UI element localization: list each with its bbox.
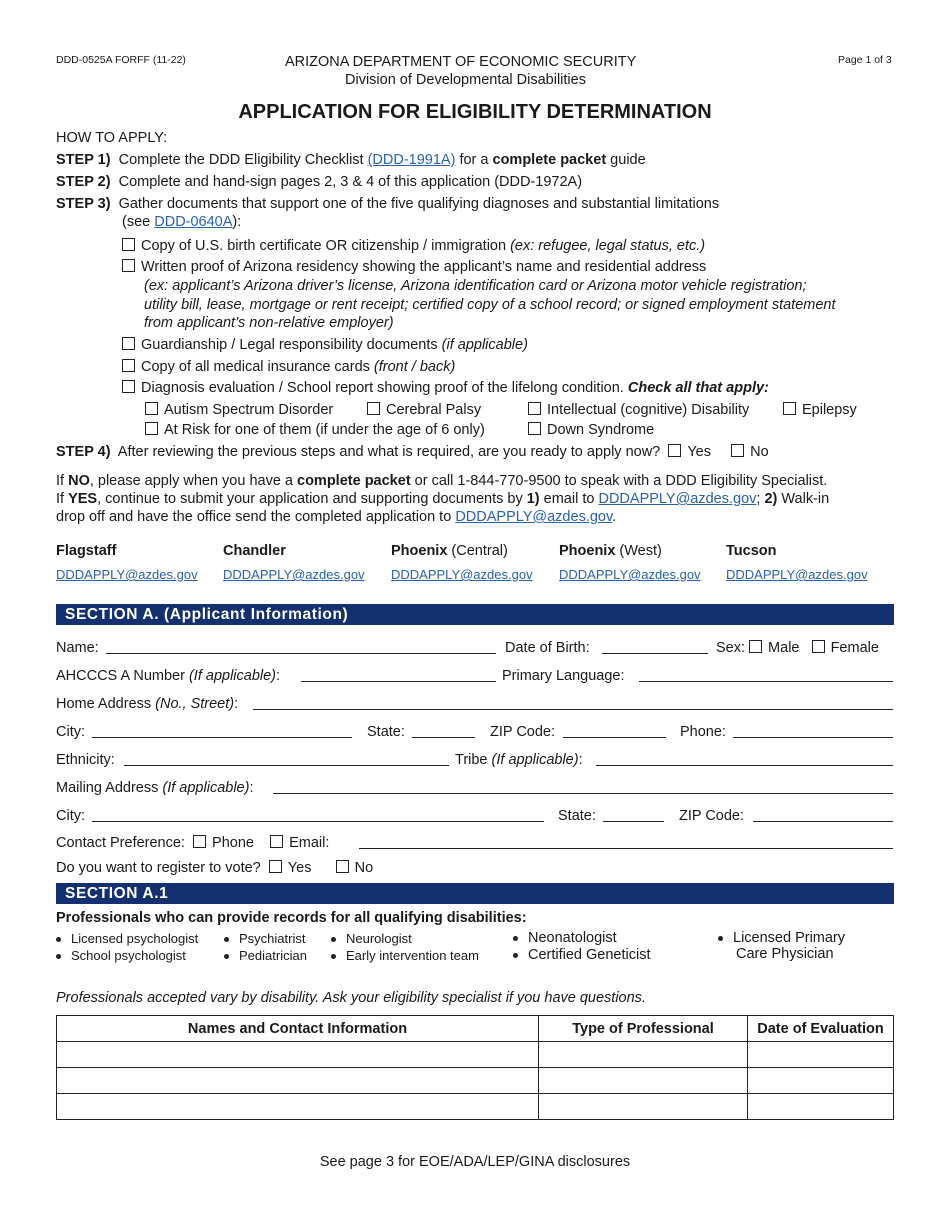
home-address-field[interactable] <box>253 709 893 710</box>
doc-insurance-hint: (front / back) <box>373 359 456 375</box>
dddapply-email-link[interactable]: DDDAPPLY@azdes.gov <box>598 491 757 507</box>
vote-yes-label: Yes <box>287 860 312 876</box>
step-1 <box>56 151 646 169</box>
mailing-address-colon: : <box>249 780 254 796</box>
ethnicity-label: Ethnicity: <box>56 752 115 768</box>
state-label: State: <box>367 724 405 740</box>
if-no-bold: NO <box>68 473 90 489</box>
doc-residency-hint-3-text: from applicant’s non-relative employer) <box>144 315 394 331</box>
professionals-note: Professionals accepted vary by disability. Ask your eligibility specialist if you have questions. <box>56 990 646 1006</box>
prof-certified-geneticist: Certified Geneticist <box>528 947 651 963</box>
doc-residency-hint-2 <box>144 296 836 314</box>
doc-insurance <box>122 358 455 376</box>
tribe-colon: : <box>578 752 583 768</box>
prof-psychiatrist: Psychiatrist <box>239 931 306 946</box>
bullet-icon <box>331 954 336 959</box>
dx-autism <box>145 401 333 419</box>
dx-autism-checkbox[interactable] <box>145 402 158 415</box>
step-3-label: STEP 3) <box>56 196 111 212</box>
office-tucson-name: Tucson <box>726 543 777 559</box>
ddd-0640a-link[interactable]: DDD-0640A <box>154 214 233 230</box>
prof-pediatrician: Pediatrician <box>239 948 307 963</box>
dx-down-syndrome-checkbox[interactable] <box>528 422 541 435</box>
dx-cerebral-palsy <box>367 401 481 419</box>
doc-diagnosis <box>122 379 769 397</box>
office-phoenix-central <box>391 542 508 560</box>
language-label: Primary Language: <box>502 668 625 684</box>
table-cell[interactable] <box>748 1068 894 1094</box>
if-yes-bold: YES <box>68 491 98 507</box>
ahcccs-colon: : <box>276 668 281 684</box>
list-item <box>224 930 307 947</box>
step-3-see-text: (see <box>122 214 155 230</box>
table-cell[interactable] <box>539 1094 748 1120</box>
vote-no-label: No <box>354 860 374 876</box>
prof-school-psychologist: School psychologist <box>71 948 186 963</box>
ahcccs-field[interactable] <box>301 681 496 682</box>
home-address-hint: (No., Street) <box>155 696 235 712</box>
dx-cerebral-palsy-label: Cerebral Palsy <box>386 402 482 418</box>
prof-col-2 <box>224 930 307 964</box>
zip-label: ZIP Code: <box>490 724 556 740</box>
language-field[interactable] <box>639 681 893 682</box>
office-phoenix-central-name: Phoenix <box>391 543 448 559</box>
if-yes-text-2 <box>56 508 616 526</box>
if-yes-a: If <box>56 491 69 507</box>
ahcccs-label-text: AHCCCS A Number <box>56 668 189 684</box>
col-type-professional: Type of Professional <box>539 1016 748 1042</box>
if-no-e: or call 1-844-770-9500 to speak with a DDD Eligibility Specialist. <box>410 473 828 489</box>
dob-field[interactable] <box>602 653 708 654</box>
table-cell[interactable] <box>748 1094 894 1120</box>
mailing-state-field[interactable] <box>603 821 664 822</box>
vote-question <box>56 859 373 877</box>
doc-residency-hint-3 <box>144 314 394 332</box>
name-field[interactable] <box>106 653 496 654</box>
list-item-cont: Care Physician <box>736 946 834 962</box>
division-name: Division of Developmental Disabilities <box>345 72 586 88</box>
tribe-field[interactable] <box>596 765 893 766</box>
bullet-icon <box>513 953 518 958</box>
vote-label: Do you want to register to vote? <box>56 860 261 876</box>
list-item <box>718 930 845 946</box>
doc-diagnosis-label: Diagnosis evaluation / School report showing proof of the lifelong condition. <box>141 380 628 396</box>
table-cell[interactable] <box>539 1042 748 1068</box>
list-item <box>224 947 307 964</box>
doc-birth-certificate-checkbox[interactable] <box>122 238 135 251</box>
doc-residency-hint-2-text: utility bill, lease, mortgage or rent receipt; certified copy of a school record; or signed employment statement <box>144 297 836 313</box>
tribe-hint: (If applicable) <box>491 752 579 768</box>
city-label: City: <box>56 724 85 740</box>
table-row <box>57 1068 894 1094</box>
bullet-icon <box>718 936 723 941</box>
dx-intellectual <box>528 401 749 419</box>
doc-residency-checkbox[interactable] <box>122 259 135 272</box>
office-phoenix-central-email[interactable]: DDDAPPLY@azdes.gov <box>391 567 533 582</box>
vote-no-checkbox[interactable] <box>336 860 349 873</box>
step-2-text: Complete and hand-sign pages 2, 3 & 4 of this application (DDD-1972A) <box>118 174 583 190</box>
home-address-colon: : <box>234 696 239 712</box>
mailing-state-label: State: <box>558 808 596 824</box>
dx-epilepsy-label: Epilepsy <box>802 402 857 418</box>
doc-diagnosis-instruction: Check all that apply: <box>627 380 769 396</box>
prof-col-3 <box>331 930 479 964</box>
office-tucson <box>726 542 776 560</box>
phone-field[interactable] <box>733 737 893 738</box>
city-field[interactable] <box>92 737 352 738</box>
sex-female-checkbox[interactable] <box>812 640 825 653</box>
mailing-zip-label: ZIP Code: <box>679 808 745 824</box>
bullet-icon <box>224 937 229 942</box>
ahcccs-hint: (If applicable) <box>188 668 277 684</box>
list-item <box>56 947 198 964</box>
prof-neonatologist: Neonatologist <box>528 930 617 946</box>
bullet-icon <box>56 937 61 942</box>
dx-at-risk-label: At Risk for one of them (if under the age of 6 only) <box>164 422 485 438</box>
mailing-city-field[interactable] <box>92 821 544 822</box>
home-address-label <box>56 695 238 713</box>
mailing-city-label: City: <box>56 808 85 824</box>
if-yes-text <box>56 490 829 508</box>
dx-down-syndrome <box>528 421 654 439</box>
form-id: DDD-0525A FORFF (11-22) <box>56 54 186 66</box>
sex-label: Sex: <box>716 640 746 656</box>
ready-yes-checkbox[interactable] <box>668 444 681 457</box>
ready-no-label: No <box>750 444 769 460</box>
footer-disclosure: See page 3 for EOE/ADA/LEP/GINA disclosures <box>319 1154 631 1170</box>
step-1-label: STEP 1) <box>56 152 111 168</box>
bullet-icon <box>224 954 229 959</box>
if-no-packet: complete packet <box>297 473 411 489</box>
office-phoenix-west-name: Phoenix <box>559 543 616 559</box>
dx-at-risk-checkbox[interactable] <box>145 422 158 435</box>
ready-no-checkbox[interactable] <box>731 444 744 457</box>
step-3 <box>56 195 719 213</box>
phone-label: Phone: <box>680 724 726 740</box>
if-yes-h: Walk-in <box>777 491 830 507</box>
ddd-1991a-link[interactable]: (DDD-1991A) <box>367 152 456 168</box>
if-yes-2: 2) <box>764 491 778 507</box>
section-a-header: SECTION A. (Applicant Information) <box>56 604 894 625</box>
zip-field[interactable] <box>563 737 666 738</box>
step-2-label: STEP 2) <box>56 174 111 190</box>
vote-yes-checkbox[interactable] <box>269 860 282 873</box>
doc-guardianship-hint: (if applicable) <box>441 337 528 353</box>
doc-residency-label: Written proof of Arizona residency showing the applicant’s name and residential address <box>141 259 707 275</box>
step-1-bold: complete packet <box>492 152 607 168</box>
mailing-address-hint: (If applicable) <box>162 780 250 796</box>
dob-label: Date of Birth: <box>505 640 590 656</box>
doc-guardianship-checkbox[interactable] <box>122 337 135 350</box>
if-yes-j: . <box>612 509 617 525</box>
step-1-text: Complete the DDD Eligibility Checklist <box>118 152 368 168</box>
prof-col-4 <box>513 930 651 964</box>
contact-email-label: Email: <box>289 835 330 851</box>
dddapply-email-link-2[interactable]: DDDAPPLY@azdes.gov <box>455 509 613 525</box>
if-yes-1: 1) <box>526 491 540 507</box>
contact-preference-label: Contact Preference: <box>56 835 185 851</box>
ahcccs-label <box>56 667 280 685</box>
agency-name: ARIZONA DEPARTMENT OF ECONOMIC SECURITY <box>285 54 637 70</box>
dx-intellectual-label: Intellectual (cognitive) Disability <box>547 402 750 418</box>
state-field[interactable] <box>412 737 475 738</box>
name-label: Name: <box>56 640 99 656</box>
doc-birth-certificate-hint: (ex: refugee, legal status, etc.) <box>510 238 706 254</box>
dx-intellectual-checkbox[interactable] <box>528 402 541 415</box>
doc-residency <box>122 258 706 276</box>
dx-at-risk <box>145 421 485 439</box>
table-cell[interactable] <box>748 1042 894 1068</box>
page-title: APPLICATION FOR ELIGIBILITY DETERMINATION <box>238 101 712 123</box>
list-item <box>513 930 651 947</box>
contact-phone-checkbox[interactable] <box>193 835 206 848</box>
if-no-c: , please apply when you have a <box>89 473 298 489</box>
office-flagstaff-name: Flagstaff <box>56 543 117 559</box>
contact-phone-label: Phone <box>212 835 254 851</box>
sex-male-checkbox[interactable] <box>749 640 762 653</box>
section-a1-header: SECTION A.1 <box>56 883 894 904</box>
doc-residency-hint-1 <box>144 277 806 295</box>
step-3-see <box>122 213 241 231</box>
doc-diagnosis-checkbox[interactable] <box>122 380 135 393</box>
step-1-text-b: for a <box>455 152 493 168</box>
table-header-row <box>57 1016 894 1042</box>
step-4-text: After reviewing the previous steps and what is required, are you ready to apply now? <box>117 444 661 460</box>
page-number: Page 1 of 3 <box>838 54 892 66</box>
sex-group <box>716 639 879 657</box>
list-item <box>513 947 651 964</box>
how-to-apply-heading: HOW TO APPLY: <box>56 130 168 146</box>
mailing-address-field[interactable] <box>273 793 893 794</box>
prof-neurologist: Neurologist <box>346 931 412 946</box>
dx-down-syndrome-label: Down Syndrome <box>547 422 655 438</box>
step-3-text: Gather documents that support one of the five qualifying diagnoses and substantial limitations <box>118 196 720 212</box>
dx-cerebral-palsy-checkbox[interactable] <box>367 402 380 415</box>
step-2 <box>56 173 582 191</box>
office-chandler-email[interactable]: DDDAPPLY@azdes.gov <box>223 567 365 582</box>
if-yes-f: ; <box>756 491 765 507</box>
if-yes-i: drop off and have the office send the completed application to <box>56 509 456 525</box>
prof-licensed-primary: Licensed Primary <box>733 930 846 946</box>
doc-insurance-checkbox[interactable] <box>122 359 135 372</box>
doc-residency-hint-1-text: (ex: applicant’s Arizona driver’s license, Arizona identification card or Arizona motor vehicle registration; <box>144 278 807 294</box>
table-cell[interactable] <box>539 1068 748 1094</box>
ready-yes-label: Yes <box>687 444 711 460</box>
table-cell[interactable] <box>57 1094 539 1120</box>
sex-male-label: Male <box>768 640 800 656</box>
office-chandler <box>223 542 286 560</box>
step-4 <box>56 443 769 461</box>
col-date-evaluation: Date of Evaluation <box>748 1016 894 1042</box>
doc-guardianship-label: Guardianship / Legal responsibility documents <box>141 337 442 353</box>
tribe-label-text: Tribe <box>455 752 492 768</box>
office-phoenix-west-email[interactable]: DDDAPPLY@azdes.gov <box>559 567 701 582</box>
office-phoenix-west <box>559 542 662 560</box>
prof-licensed-psychologist: Licensed psychologist <box>71 931 199 946</box>
office-phoenix-west-sub: (West) <box>615 543 662 559</box>
if-yes-c: , continue to submit your application and supporting documents by <box>97 491 527 507</box>
bullet-icon <box>331 937 336 942</box>
professionals-table <box>56 1015 894 1120</box>
table-row <box>57 1094 894 1120</box>
home-address-label-text: Home Address <box>56 696 156 712</box>
contact-email-checkbox[interactable] <box>270 835 283 848</box>
doc-guardianship <box>122 336 528 354</box>
dx-epilepsy-checkbox[interactable] <box>783 402 796 415</box>
if-no-a: If <box>56 473 69 489</box>
dx-autism-label: Autism Spectrum Disorder <box>164 402 334 418</box>
list-item <box>331 947 479 964</box>
prof-col-5 <box>718 930 845 962</box>
office-tucson-email[interactable]: DDDAPPLY@azdes.gov <box>726 567 868 582</box>
step-4-label: STEP 4) <box>56 444 111 460</box>
dx-epilepsy <box>783 401 857 419</box>
doc-birth-certificate-label: Copy of U.S. birth certificate OR citizenship / immigration <box>141 238 511 254</box>
professionals-heading: Professionals who can provide records for all qualifying disabilities: <box>56 910 527 926</box>
doc-birth-certificate <box>122 237 705 255</box>
doc-insurance-label: Copy of all medical insurance cards <box>141 359 374 375</box>
bullet-icon <box>56 954 61 959</box>
step-3-see-end: ): <box>232 214 242 230</box>
table-row <box>57 1042 894 1068</box>
office-phoenix-central-sub: (Central) <box>447 543 508 559</box>
ethnicity-field[interactable] <box>124 765 449 766</box>
contact-email-field[interactable] <box>359 848 893 849</box>
tribe-label <box>455 751 583 769</box>
list-item <box>331 930 479 947</box>
prof-col-1 <box>56 930 198 964</box>
bullet-icon <box>513 936 518 941</box>
col-names-contact: Names and Contact Information <box>57 1016 539 1042</box>
table-cell[interactable] <box>57 1068 539 1094</box>
office-flagstaff-email[interactable]: DDDAPPLY@azdes.gov <box>56 567 198 582</box>
step-1-text-c: guide <box>606 152 646 168</box>
mailing-zip-field[interactable] <box>753 821 893 822</box>
prof-early-intervention: Early intervention team <box>346 948 479 963</box>
office-flagstaff <box>56 542 116 560</box>
if-no-text <box>56 472 827 490</box>
contact-preference <box>56 834 329 852</box>
table-cell[interactable] <box>57 1042 539 1068</box>
mailing-address-label-text: Mailing Address <box>56 780 163 796</box>
office-chandler-name: Chandler <box>223 543 286 559</box>
if-yes-e: email to <box>539 491 599 507</box>
list-item <box>56 930 198 947</box>
mailing-address-label <box>56 779 253 797</box>
sex-female-label: Female <box>830 640 879 656</box>
